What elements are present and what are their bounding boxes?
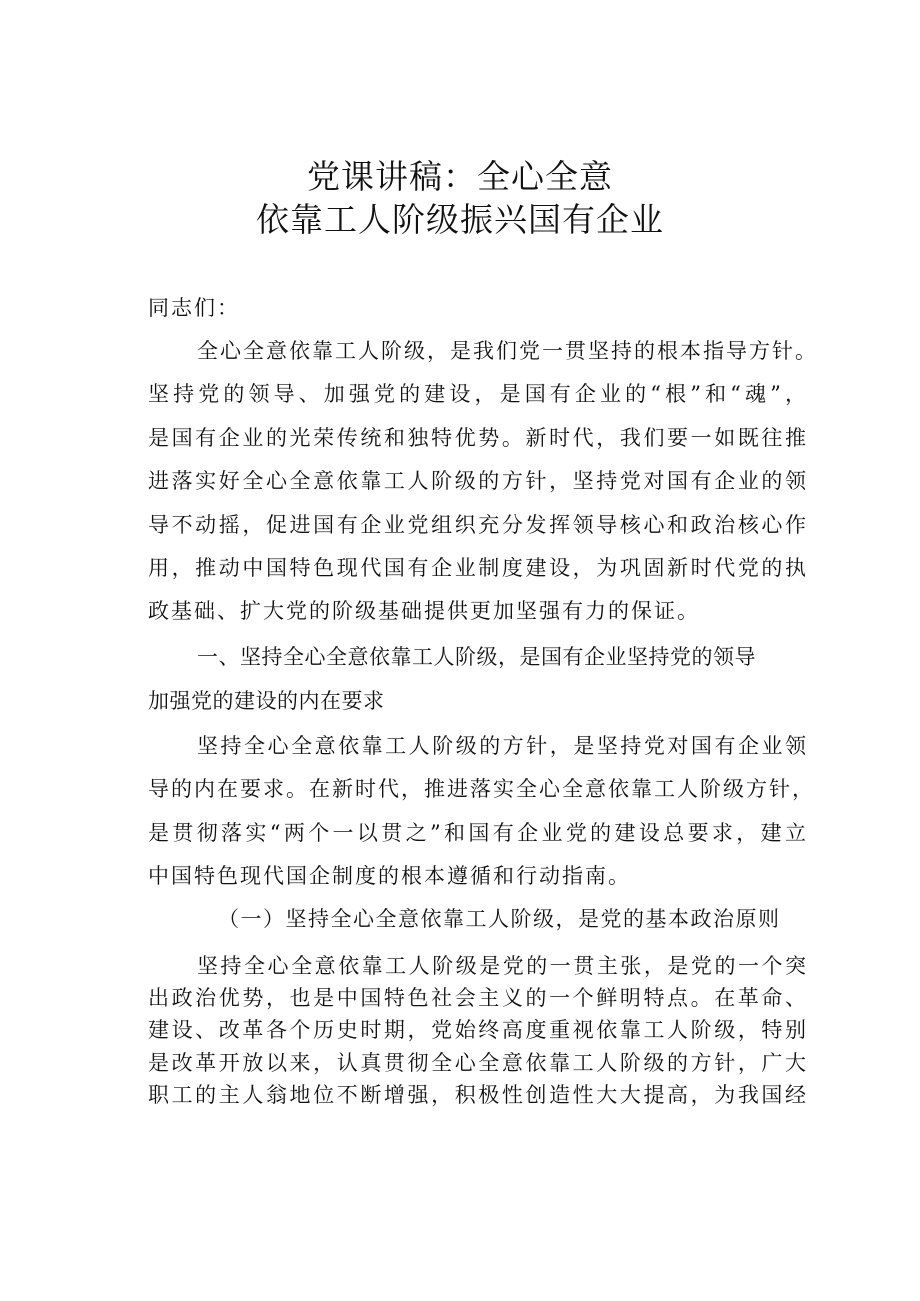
- paragraph-3-line: 出政治优势，也是中国特色社会主义的一个鲜明特点。在革命、: [148, 986, 808, 1010]
- paragraph-2-line: 导的内在要求。在新时代，推进落实全心全意依靠工人阶级方针，: [148, 777, 815, 801]
- paragraph-3-line: 建设、改革各个历史时期，党始终高度重视依靠工人阶级，特别: [148, 1018, 808, 1042]
- paragraph-1-line: 进落实好全心全意依靠工人阶级的方针，坚持党对国有企业的领: [148, 469, 808, 493]
- paragraph-3-line: 坚持全心全意依靠工人阶级是党的一贯主张，是党的一个突: [197, 954, 808, 978]
- paragraph-3-line: 是改革开放以来，认真贯彻全心全意依靠工人阶级的方针，广大: [148, 1051, 808, 1075]
- paragraph-2-line: 坚持全心全意依靠工人阶级的方针，是坚持党对国有企业领: [197, 734, 808, 758]
- salutation: 同志们：: [148, 296, 240, 320]
- paragraph-1-line: 全心全意依靠工人阶级，是我们党一贯坚持的根本指导方针。: [197, 339, 818, 363]
- paragraph-1-line: 坚持党的领导、加强党的建设，是国有企业的“根”和“魂”，: [148, 382, 808, 406]
- document-title-line-2: 依靠工人阶级振兴国有企业: [256, 200, 664, 239]
- paragraph-1-line: 用，推动中国特色现代国有企业制度建设，为巩固新时代党的执: [148, 556, 808, 580]
- subsection-1-heading: （一）坚持全心全意依靠工人阶级，是党的基本政治原则: [218, 907, 781, 931]
- section-1-heading-line: 加强党的建设的内在要求: [148, 689, 385, 713]
- document-title-line-1: 党课讲稿：全心全意: [307, 157, 613, 196]
- section-1-heading-line: 一、坚持全心全意依靠工人阶级，是国有企业坚持党的领导: [197, 645, 756, 669]
- paragraph-2-line: 中国特色现代国企制度的根本遵循和行动指南。: [148, 864, 631, 888]
- paragraph-2-line: 是贯彻落实“两个一以贯之”和国有企业党的建设总要求，建立: [148, 821, 808, 845]
- paragraph-1-line: 是国有企业的光荣传统和独特优势。新时代，我们要一如既往推: [148, 426, 808, 450]
- paragraph-1-line: 导不动摇，促进国有企业党组织充分发挥领导核心和政治核心作: [148, 513, 808, 537]
- paragraph-3-line: 职工的主人翁地位不断增强，积极性创造性大大提高，为我国经: [148, 1083, 808, 1107]
- paragraph-1-line: 政基础、扩大党的阶级基础提供更加坚强有力的保证。: [148, 599, 700, 623]
